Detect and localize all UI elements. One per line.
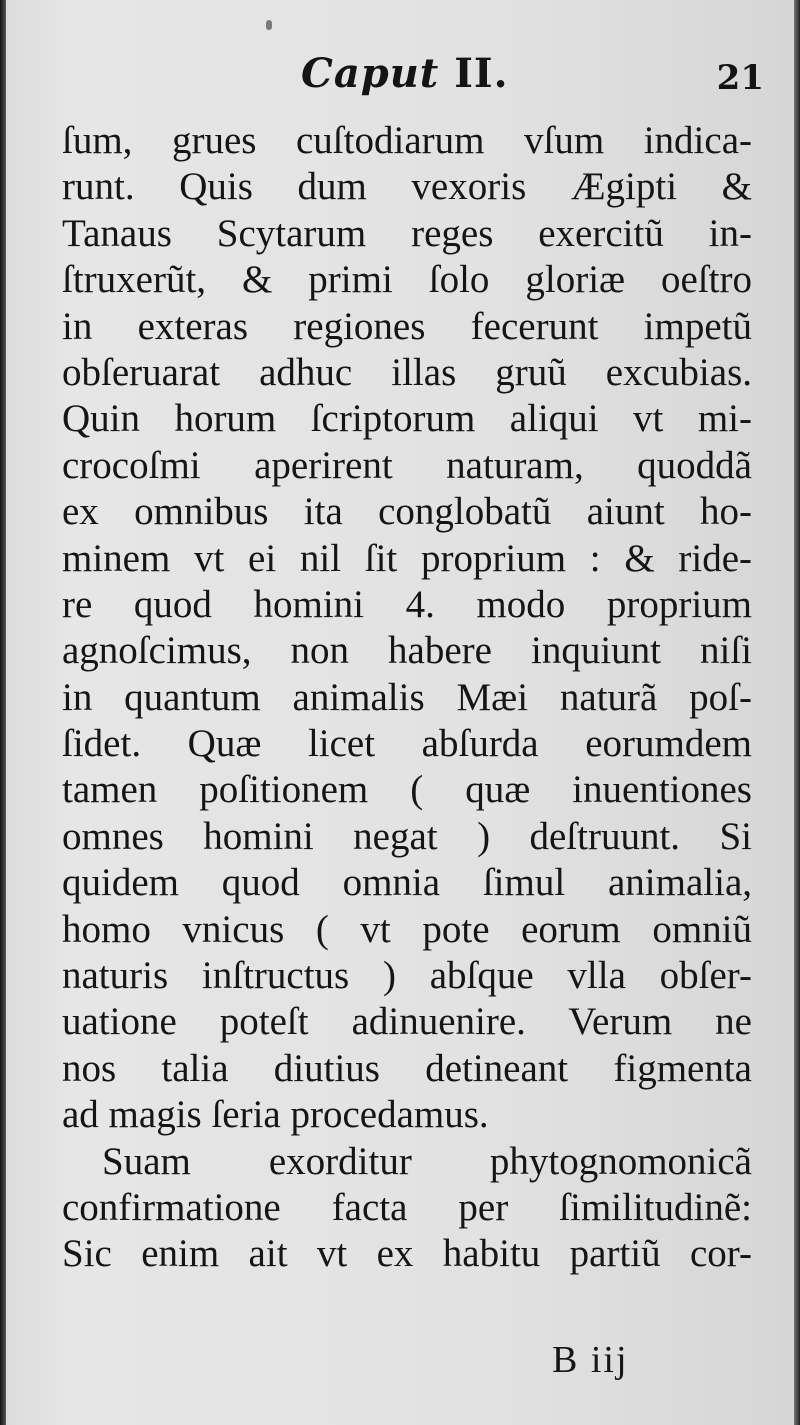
text-line: homo vnicus ( vt pote eorum omniũ xyxy=(62,907,752,951)
page-edge-shadow xyxy=(794,0,800,1425)
text-line: re quod homini 4. modo proprium xyxy=(62,582,752,626)
text-line: quidem quod omnia ſimul animalia, xyxy=(62,861,752,905)
text-line: ad magis ſeria procedamus. xyxy=(62,1093,489,1137)
text-line: nos talia diutius detineant figmenta xyxy=(62,1046,752,1090)
text-line: agnoſcimus, non habere inquiunt niſi xyxy=(62,629,752,673)
text-line: naturis inſtructus ) abſque vlla obſer- xyxy=(62,954,752,998)
text-line: uatione poteſt adinuenire. Verum ne xyxy=(62,1000,752,1044)
text-line: Quin horum ſcriptorum aliqui vt mi- xyxy=(62,397,752,441)
text-line: ſtruxerũt, & primi ſolo gloriæ oeſtro xyxy=(62,258,752,302)
text-line: tamen poſitionem ( quæ inuentiones xyxy=(62,768,752,812)
text-line: ſum, grues cuſtodiarum vſum indica- xyxy=(62,119,752,162)
text-line: obſeruarat adhuc illas gruũ excubias. xyxy=(62,350,752,394)
text-line: Suam exorditur phytognomonicã xyxy=(102,1139,752,1183)
body-text xyxy=(62,118,752,1278)
text-line: ſidet. Quæ licet abſurda eorumdem xyxy=(62,722,752,766)
signature-mark: B iij xyxy=(552,1339,629,1381)
page-number: 21 xyxy=(716,58,764,98)
text-line: Sic enim ait vt ex habitu partiũ cor- xyxy=(62,1232,752,1276)
text-line: in quantum animalis Mæi naturã poſ- xyxy=(62,675,752,719)
book-page xyxy=(6,0,794,1425)
text-line: confirmatione facta per ſimilitudinẽ: xyxy=(62,1185,752,1229)
running-title-numeral: II. xyxy=(439,50,509,97)
page-header xyxy=(6,50,794,110)
ink-smudge xyxy=(266,20,272,30)
running-title-word: Caput xyxy=(301,50,440,97)
text-line: Tanaus Scytarum reges exercitũ in- xyxy=(62,211,752,255)
text-line: minem vt ei nil ſit proprium : & ride- xyxy=(62,536,752,580)
running-title xyxy=(301,50,509,97)
text-line: ex omnibus ita conglobatũ aiunt ho- xyxy=(62,490,752,534)
text-line: runt. Quis dum vexoris Ægipti & xyxy=(62,165,752,209)
text-line: in exteras regiones fecerunt impetũ xyxy=(62,304,752,348)
text-line: omnes homini negat ) deſtruunt. Si xyxy=(62,814,752,858)
text-line: crocoſmi aperirent naturam, quoddã xyxy=(62,443,752,487)
